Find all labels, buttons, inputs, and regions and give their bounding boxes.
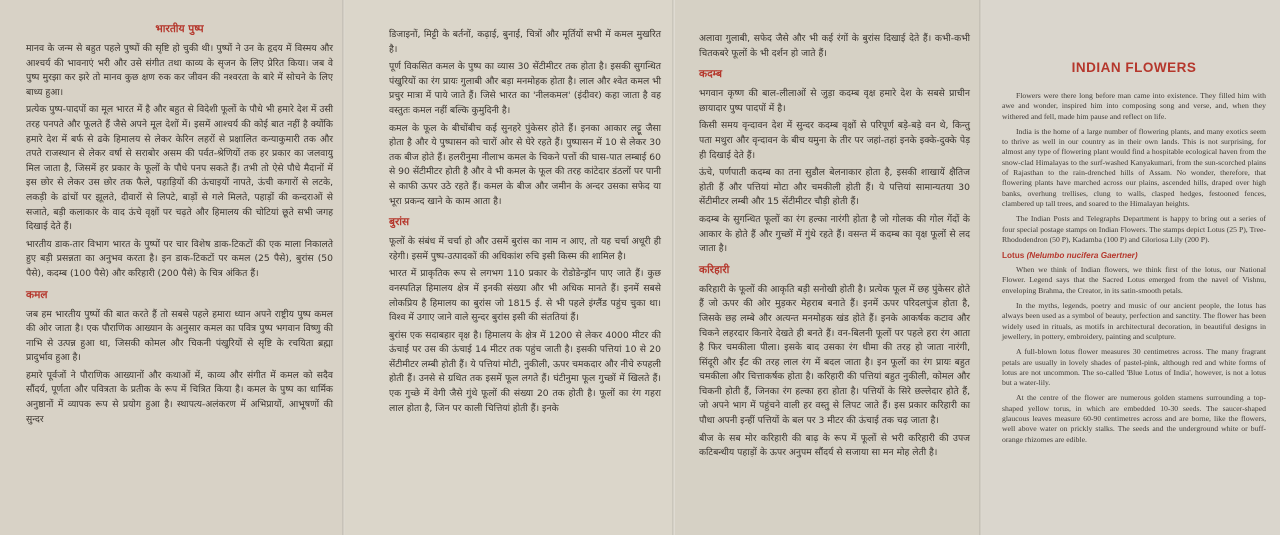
section-heading-kamal: कमल — [26, 288, 48, 301]
paragraph: हमारे पूर्वजों ने पौराणिक आख्यानों और कथाओं में, काव्य और संगीत में कमल को सदैव सौंदर्य, पूर्णता और पवित्रता के प्रतीक के रूप में चित्रित किया है। कमल के पुष्प का धार्मिक अनुष्ठानों में व्यापक रूप से प्रयोग हुआ है। स्थापत्य-अलंकरण में अभिप्रायों, आभूषणों की सुन्दर — [26, 369, 333, 425]
paragraph: At the centre of the flower are numerous golden stamens surrounding a top-shaped yellow torus, in which are embedded 10-30 seeds. The saucer-shaped glaucous leaves measure 60-90 centimetres across and are borne, like the flowers, well above water on prickly stalks. The seeds and the underground white or buff-orange rhizomes are edible. — [1002, 393, 1266, 444]
panel-indian-flowers-english — [982, 0, 1280, 535]
paragraph: India is the home of a large number of flowering plants, and many exotics seem to thrive as well in our country as in their own lands. This is not surprising, for almost any type of flowering plant would find a hospitable ecological haven from the snow-clad Himalayas to the surf-washed Kanyakumari, from the sun-scorched plains of Rajasthan to the rain-drenched hills of Assam. No wonder, therefore, that flowering plants have marched across our plains, ascended hills, draped over high banks, overhung trellises, clung to walls, clasped hedges, festooned fences, clambered up tall trees, and soared to the Himalayan heights. — [1002, 126, 1266, 208]
paragraph: In the myths, legends, poetry and music of our ancient people, the lotus has always been used as a symbol of beauty, perfection and sanctity. The flower has been widely used in rituals, as motifs in architectural decoration, in beautiful designs in jewellery, in pottery, embroidery, painting and sculpture. — [1002, 301, 1266, 341]
paragraph: जब हम भारतीय पुष्पों की बात करते हैं तो सबसे पहले हमारा ध्यान अपने राष्ट्रीय पुष्प कमल की ओर जाता है। एक पौराणिक आख्यान के अनुसार कमल का पवित्र पुष्प भगवान विष्णु की नाभि से उत्पन्न हुआ था, जिसकी कोमल और चिकनी पंखुरियों से सृष्टि के रचयिता ब्रह्मा प्रादुर्भाव हुआ है। — [26, 308, 333, 364]
panel-lotus-rhododendron-hindi — [345, 0, 675, 535]
panel-indian-flowers-hindi — [0, 0, 345, 535]
paragraph: The Indian Posts and Telegraphs Department is happy to bring out a series of four special postage stamps on Indian Flowers. The stamps depict Lotus (25 P), Tree-Rhododendron (50 P), Kadamba (100 P) and Gloriosa Lily (200 P). — [1002, 214, 1266, 244]
paragraph: किसी समय वृन्दावन देश में सुन्दर कदम्ब वृक्षों से परिपूर्ण बड़े-बड़े वन थे, किन्तु पता मथुरा और वृन्दावन के बीच यमुना के तीर पर जहां-तहां इनके इक्के-दुक्के पेड़ ही दिखाई देते हैं। — [699, 120, 970, 161]
paragraph: मानव के जन्म से बहुत पहले पुष्पों की सृष्टि हो चुकी थी। पुष्पों ने उन के हृदय में विस्मय और आश्चर्य की भावनाएं भरी और उसे संगीत तथा काव्य के सृजन के लिए प्रेरित किया। जब वे पुष्प मुरझा कर झरे तो मानव कुछ क्षण रुक कर जीवन की नश्वरता के बारे में सोचने के लिए बाध्य हुआ। — [26, 43, 333, 98]
section-heading-kadamb: कदम्ब — [699, 68, 723, 81]
paragraph: भारत में प्राकृतिक रूप से लगभग 110 प्रकार के रोडोडेन्ड्रॉन पाए जाते हैं। कुछ वनस्पतिज्ञ हिमालय क्षेत्र में इनकी संख्या और भी अधिक मानते हैं। इनमें सबसे लोकप्रिय है हिमालय का बुरांस जो 1815 ई. से भी पहले इंग्लैंड पहुंच चुका था। विश्व में उगाए जाने वाले सुन्दर बुरांस इसी की संततियां हैं। — [389, 268, 661, 324]
section-heading-karihari: करिहारी — [699, 263, 730, 276]
paragraph: कमल के फूल के बीचोंबीच कई सुनहरे पुंकेसर होते हैं। इनका आकार लट्टू जैसा होता है और ये पुष्पासन को चारों ओर से घेरे रहते हैं। पुष्पासन में 10 से लेकर 30 तक बीज होते हैं। हलरीनुमा नीलाभ कमल के चिकने पत्तों की घास-पात लम्बाई 60 से 90 सेंटीमीटर होती है और वे भी कमल के फूल की तरह कांटेदार डंठलों पर पानी से काफी ऊपर उठे रहते हैं। कमल के बीज और जमीन के अन्दर उसका सफेद या भूरा प्रकन्द खाने के काम आता है। — [389, 122, 661, 207]
panel-title: भारतीय पुष्प — [155, 23, 204, 35]
paragraph: भारतीय डाक-तार विभाग भारत के पुष्पों पर चार विशेष डाक-टिकटों की एक माला निकालते हुए बड़ी प्रसन्नता का अनुभव करता है। इन डाक-टिकटों पर कमल (25 पैसे), बुरांस (50 पैसे), कदम्ब (100 पैसे) और करिहारी (200 पैसे) के चित्र अंकित हैं। — [26, 238, 333, 279]
section-heading-lotus — [1002, 251, 1266, 260]
paragraph: बुरांस एक सदाबहार वृक्ष है। हिमालय के क्षेत्र में 1200 से लेकर 4000 मीटर की ऊंचाई पर उस की ऊंचाई 14 मीटर तक पहुंच जाती है। इसकी पत्तियां 10 से 20 सेंटीमीटर लम्बी होती हैं। ये पत्तियां मोटी, नुकीली, ऊपर चमकदार और नीचे रुपहली होती हैं। उनसे से ग्रथित तक इसमें फूल लगते हैं। घंटीनुमा फूल गुच्छों में खिलते हैं। एक गुच्छे में वेगी जैसे गुंथे फूलों की संख्या 20 तक होती है। फूलों का रंग गहरा लाल होता है, जिन पर काली चित्तियां होती हैं। इनके — [389, 329, 661, 414]
paragraph: Flowers were there long before man came into existence. They filled him with awe and wonder, inspired him into composing song and verse, and, when they withered and fell, made him pause and reflect on life. — [1002, 91, 1266, 121]
paragraph: When we think of Indian flowers, we think first of the lotus, our National Flower. Legend says that the Sacred Lotus emerged from the navel of Vishnu, enveloping Brahma, the Creator, in its satin-smooth petals. — [1002, 265, 1266, 295]
paragraph: ऊंचे, पर्णपाती कदम्ब का तना सुडौल बेलनाकार होता है, इसकी शाखायें क्षैतिज होती हैं और पत्तियां मोटा और चमकीली होती हैं। ये पत्तियां सामान्यतया 30 सेंटीमीटर लम्बी और 15 सेंटीमीटर चौड़ी होती हैं। — [699, 167, 970, 208]
paragraph: A full-blown lotus flower measures 30 centimetres across. The many fragrant petals are usually in lovely shades of pastel-pink, although red and white forms of lotus are not uncommon. The so-called 'Blue Lotus of India', however, is not a lotus but a water-lily. — [1002, 347, 1266, 388]
paragraph: पूर्ण विकसित कमल के पुष्प का व्यास 30 सेंटीमीटर तक होता है। इसकी सुगन्धित पंखुरियों का रंग प्रायः गुलाबी और बड़ा मनमोहक होता है। लाल और श्वेत कमल भी प्रचुर मात्रा में पाये जाते हैं। जिसे भारत का 'नीलकमल' (इंदीवर) कहा जाता है वह वस्तुतः कमल नहीं बल्कि कुमुदिनी है। — [389, 61, 661, 116]
heading-latin-name: (Nelumbo nucifera Gaertner) — [1026, 251, 1138, 261]
panel-title: INDIAN FLOWERS — [1071, 60, 1197, 75]
paragraph: अलावा गुलाबी, सफेद जैसे और भी कई रंगों के बुरांस दिखाई देते हैं। कभी-कभी चितकबरे फूलों के भी दर्शन हो जाते हैं। — [699, 33, 970, 59]
paragraph: बीज के सब मोर करिहारी की बाढ़ के रूप में फूलों से भरी करिहारी की उपज कटिबन्धीय पहाड़ों के ऊपर अनुपम सौंदर्य से सजाया सा मन मोह लेती है। — [699, 432, 970, 459]
paragraph: करिहारी के फूलों की आकृति बड़ी सनोखी होती है। प्रत्येक फूल में छह पुंकेसर होते हैं जो ऊपर की ओर मुड़कर मेहराब बनाते हैं। इनमें ऊपर परिदलपुंज होता है, जिसके छह लम्बे और अत्यन्त मनमोहक खंड होते हैं। इनके आकर्षक कटाव और चिकने लहरदार किनारे देखते ही बनते हैं। वन-बिलनी फूलों पर पहले हरा रंग आता है फिर चमकीला पीला। इसके बाद उसका रंग धीमा की तरह हो जाता नारंगी, सिंदूरी और ईंट की तरह लाल रंग में बदल जाता है। इन फूलों का रंग प्रायः बहुत चमकीला और चित्ताकर्षक होता है। करिहारी की पत्तियां बहुत नुकीली, कोमल और चिकनी होती हैं, जिनका रंग हल्का हरा होता है। पत्तियों के सिरे छल्लेदार होते हैं, जो अपने भाग में पहुंचने वाली हर वस्तु से लिपट जाते हैं। इस प्रकार करिहारी का पौधा अपनी इन्हीं पत्तियों के बल पर 3 मीटर की ऊंचाई तक चढ़ जाता है। — [699, 283, 970, 427]
paragraph: भगवान कृष्ण की बाल-लीलाओं से जुड़ा कदम्ब वृक्ष हमारे देश के सबसे प्राचीन छायादार पुष्प पादपों में है। — [699, 88, 970, 114]
section-heading-buransh: बुरांस — [389, 216, 410, 229]
panel-kadamba-gloriosa-hindi — [675, 0, 982, 535]
heading-common-name: Lotus — [1002, 251, 1027, 261]
paragraph: कदम्ब के सुगन्धित फूलों का रंग हल्का नारंगी होता है जो गोलक की गोल गेंदों के आकार के होते हैं और गुच्छों में गुंथे रहते हैं। वसन्त में कदम्ब का वृक्ष फूलों से लद जाता है। — [699, 213, 970, 255]
paragraph: डिजाइनों, मिट्टी के बर्तनों, कढ़ाई, बुनाई, चित्रों और मूर्तियों सभी में कमल मुखरित है। — [389, 29, 661, 55]
paragraph: प्रत्येक पुष्प-पादपों का मूल भारत में है और बहुत से विदेशी फूलों के पौधे भी हमारे देश में उसी तरह पनपते और फूलते हैं जैसे अपने मूल देशों में। इसमें आश्चर्य की कोई बात नहीं है क्योंकि हमारे देश में बर्फ से ढके हिमालय से लेकर केरिन लहरों से प्रक्षालित कन्याकुमारी तक और तपते राजस्थान से लेकर वर्षा से सराबोर असम की पर्वत-श्रेणियों तक हर प्रकार का जलवायु मिल जाता है, जिसमें हर प्रकार के फूलों के पौधे पनप सकते हैं। तभी तो ऐसे पौधे मैदानों में इस छोर से लेकर उस छोर तक फैले, पहाड़ियों की ऊंचाइयों नापते, ऊंची कगारों से लटके, लकड़ी के ढांचों पर झूलते, दीवारों से लिपटे, बाड़ों से गले मिलते, पहाड़ों की कन्दराओं से सजाते, बड़ी कलाकार के वाद ऊंचे वृक्षों पर चढ़ते और हिमालय की चोटियां छूते सभी जगह दिखाई देते हैं। — [26, 104, 333, 233]
paragraph: फूलों के संबंध में चर्चा हो और उसमें बुरांस का नाम न आए, तो यह चर्चा अधूरी ही रहेगी। इसमें पुष्प-उत्पादकों की अधिकांश रुचि इसी किस्म की शामिल है। — [389, 236, 661, 262]
